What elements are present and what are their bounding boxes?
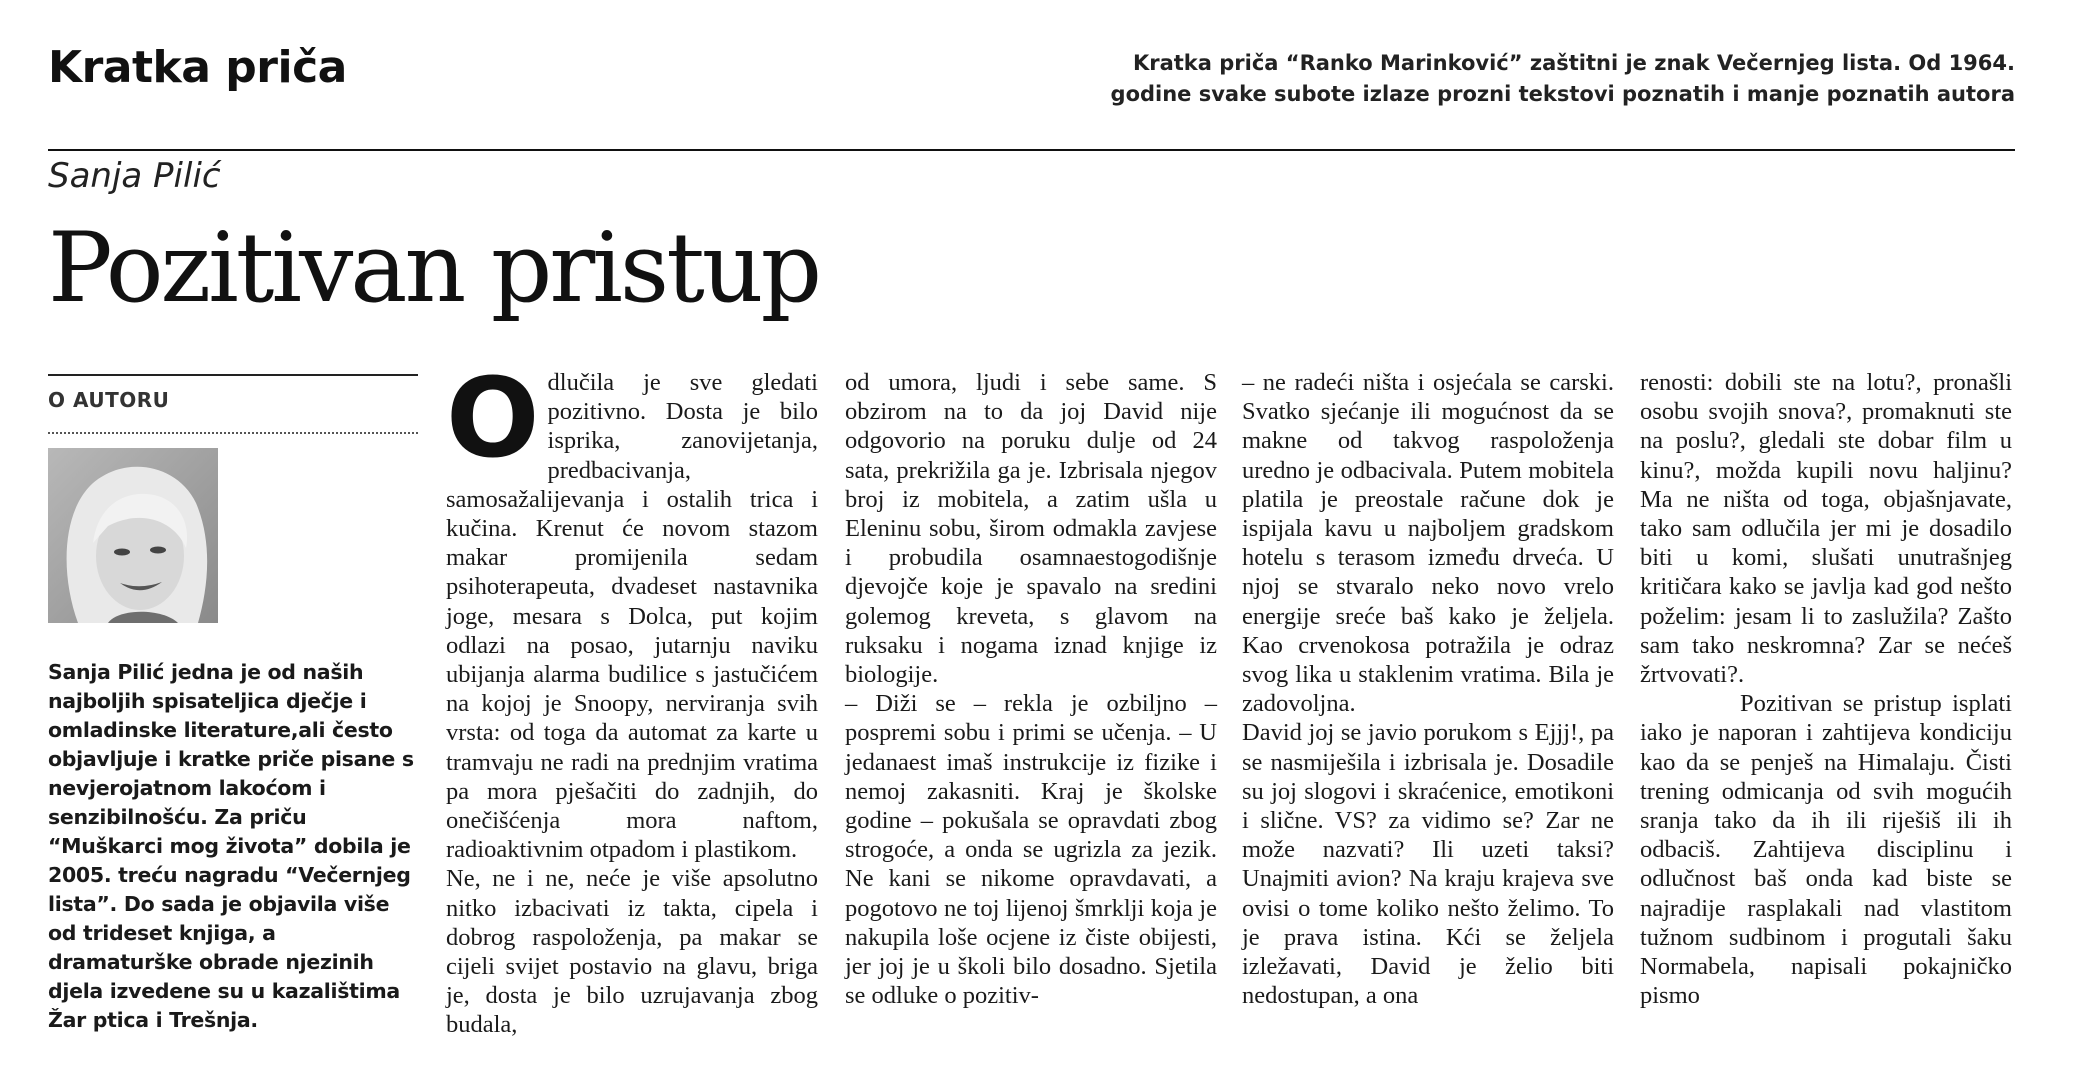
series-note-line-2: godine svake subote izlaze prozni tekstovi poznatih i manje poznatih autora [1110, 82, 2015, 106]
section-title: Kratka priča [48, 42, 347, 93]
article-paragraph: David joj se javio porukom s Ejjj!, pa se nasmiješila i izbrisala je. Dosadile su joj slogovi i skraćenice, emotikoni i slične. VS? za vidimo se? Zar ne može nazvati? Ili uzeti taksi? Unajmiti avion? Na kraju krajeva sve ovisi o tome koliko nešto želimo. To je prava istina. Kći se željela izležavati, David je želio biti nedostupan, a ona [1242, 719, 1614, 1010]
series-note [1015, 48, 2015, 110]
article-column-4 [1640, 368, 2012, 1010]
sidebar-dotted-divider [48, 432, 418, 434]
header-divider [48, 149, 2015, 151]
article-paragraph: – Diži se – rekla je ozbiljno – pospremi sobu i primi se učenja. – U jedanaest imaš instrukcije iz fizike i nemoj zakasniti. Kraj je školske godine – pokušala se opravdati zbog strogoće, a onda se ugrizla za jezik. Ne kani se nikome opravdavati, a pogotovo ne toj lijenoj šmrklji koja je nakupila loše ocjene iz čiste obijesti, jer joj je u školi bilo dosadno. Sjetila se odluke o pozitiv- [845, 690, 1217, 1010]
drop-cap: O [446, 354, 540, 482]
article-paragraph-text: dlučila je sve gledati pozitivno. Dosta je bilo isprika, zanovijetanja, predbacivanja, samosažalijevanja i ostalih trica i kučina. Krenut će novom stazom makar promijenila sedam psihoterapeuta, dvadeset nastavnika joge, mesara s Dolca, put kojim odlazi na posao, jutarnju naviku ubijanja alarma budilice s jastučićem na kojoj je Snoopy, nerviranja svih vrsta: od toga da automat za karte u tramvaju ne radi na prednjim vratima pa mora pješačiti do zadnjih, do onečišćenja mora naftom, radioaktivnim otpadom i plastikom. [446, 369, 818, 864]
article-paragraph: renosti: dobili ste na lotu?, pronašli osobu svojih snova?, promaknuti ste na poslu?, gledali ste dobar film u kinu?, možda kupili novu haljinu? Ma ne ništa od toga, objašnjavate, tako sam odlučila jer mi je dosadilo biti u komi, slušati unutrašnjeg kritičara kako se javlja kad god nešto poželim: jesam li to zaslužila? Zašto sam tako neskromna? Zar se nećeš žrtvovati?. [1640, 369, 2012, 689]
author-photo [48, 448, 218, 623]
author-bio: Sanja Pilić jedna je od naših najboljih spisateljica dječje i omladinske literature,ali često objavljuje i kratke priče pisane s nevjerojatnom lakoćom i senzibilnošću. Za priču “Muškarci mog života” dobila je 2005. treću nagradu “Večernjeg lista”. Do sada je objavila više od trideset knjiga, a dramaturške obrade njezinih djela izvedene su u kazalištima Žar ptica i Trešnja. [48, 660, 414, 1032]
article-paragraph: od umora, ljudi i sebe same. S obzirom na to da joj David nije odgovorio na poruku dulje od 24 sata, prekrižila ga je. Izbrisala njegov broj iz mobitela, a zatim ušla u Eleninu sobu, širom odmakla zavjese i probudila osamnaestogodišnje djevojče koje je spavalo na sredini golemog kreveta, s glavom na ruksaku i nogama iznad knjige iz biologije. [845, 369, 1217, 689]
article-column-2 [845, 368, 1217, 1010]
story-title: Pozitivan pristup [48, 212, 820, 324]
about-author-heading: O AUTORU [48, 388, 170, 412]
article-paragraph: Pozitivan se pristup isplati iako je naporan i zahtijeva kondiciju kao da se penješ na Himalaju. Čisti trening odmicanja od svih mogućih sranja tako da ih ili riješiš ili ih odbaciš. Zahtijeva disciplinu i odlučnost baš onda kad biste se najradije rasplakali nad vlastitom tužnom sudbinom i progutali šaku Normabela, napisali pokajničko pismo [1640, 690, 2012, 1010]
article-column-1 [446, 354, 818, 1040]
series-note-line-1: Kratka priča “Ranko Marinković” zaštitni je znak Večernjeg lista. Od 1964. [1132, 51, 2015, 75]
article-column-3 [1242, 368, 1614, 1010]
author-name: Sanja Pilić [48, 156, 221, 196]
sidebar-divider [48, 374, 418, 376]
article-paragraph [446, 354, 818, 864]
article-paragraph: – ne radeći ništa i osjećala se carski. Svatko sjećanje ili mogućnost da se makne od takvog raspoloženja uredno je odbacivala. Putem mobitela platila je preostale račune dok je ispijala kavu u najboljem gradskom hotelu s terasom između drveća. U njoj se stvaralo neko novo vrelo energije sreće baš kako je željela. Kao crvenokosa potražila je odraz svog lika u staklenim vratima. Bila je zadovoljna. [1242, 369, 1614, 718]
article-paragraph: Ne, ne i ne, neće je više apsolutno nitko izbacivati iz takta, cipela i dobrog raspoloženja, pa makar se cijeli svijet postavio na glavu, briga je, dosta je bilo uzrujavanja zbog budala, [446, 865, 818, 1039]
